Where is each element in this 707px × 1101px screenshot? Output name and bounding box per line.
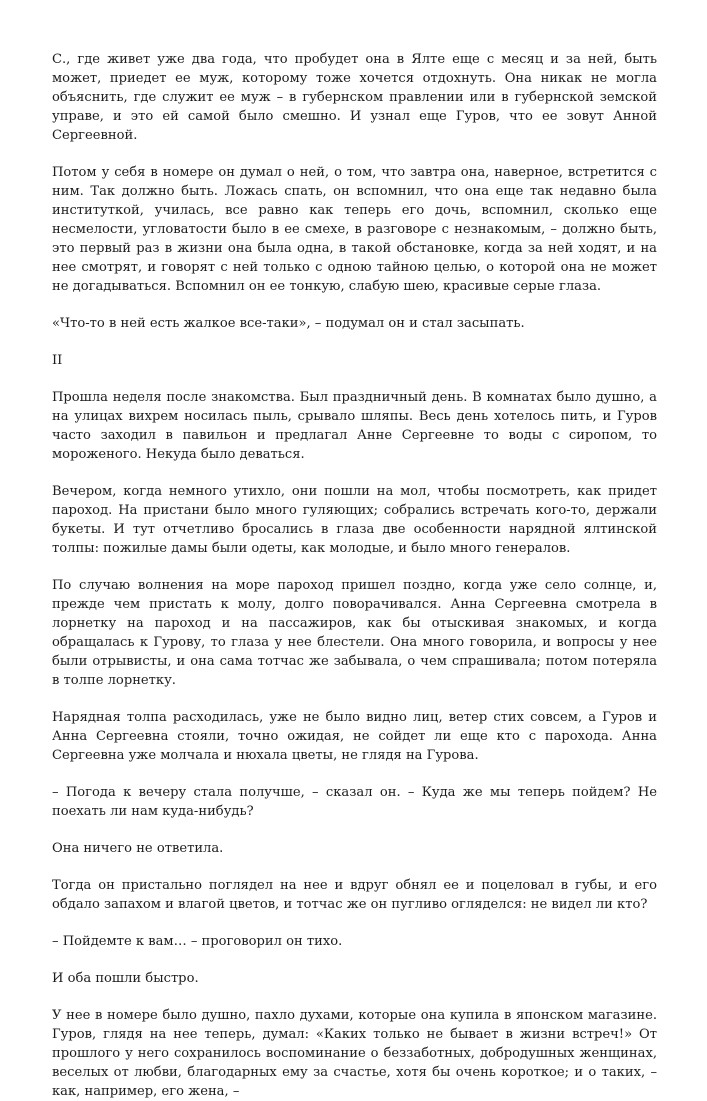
paragraph-10: Тогда он пристально поглядел на нее и вдруг обнял ее и поцеловал в губы, и его обдало запахом и влагой цветов, и тотчас же он пугливо огляделся: не видел ли кто? xyxy=(52,878,657,912)
paragraph-3: «Что-то в ней есть жалкое все-таки», – подумал он и стал засыпать. xyxy=(52,316,525,331)
chapter-heading: II xyxy=(52,353,63,368)
paragraph-5: Вечером, когда немного утихло, они пошли на мол, чтобы посмотреть, как придет пароход. На пристани было много гуляющих; собрались встречать кого-то, держали букеты. И тут отчетливо бросались в глаза две особенности нарядной ялтинской толпы: пожилые дамы были одеты, как молодые, и было много генералов. xyxy=(52,484,657,556)
paragraph-9: Она ничего не ответила. xyxy=(52,841,224,856)
paragraph-13: У нее в номере было душно, пахло духами, которые она купила в японском магазине. Гуров, глядя на нее теперь, думал: «Каких только не бывает в жизни встреч!» От прошлого у него сохранилось воспоминание о беззаботных, добродушных женщинах, веселых от любви, благодарных ему за счастье, хотя бы очень короткое; и о таких, – как, например, его жена, – xyxy=(52,1008,657,1099)
paragraph-12: И оба пошли быстро. xyxy=(52,971,199,986)
paragraph-2: Потом у себя в номере он думал о ней, о том, что завтра она, наверное, встретится с ним. Так должно быть. Ложась спать, он вспомнил, что она еще так недавно была институткой, училась, все равно как теперь его дочь, вспомнил, сколько еще несмелости, угловатости было в ее смехе, в разговоре с незнакомым, – должно быть, это первый раз в жизни она была одна, в такой обстановке, когда за ней ходят, и на нее смотрят, и говорят с ней только с одною тайною целью, о которой она не может не догадываться. Вспомнил он ее тонкую, слабую шею, красивые серые глаза. xyxy=(52,165,657,294)
paragraph-11: – Пойдемте к вам… – проговорил он тихо. xyxy=(52,934,343,949)
paragraph-4: Прошла неделя после знакомства. Был праздничный день. В комнатах было душно, а на улицах вихрем носилась пыль, срывало шляпы. Весь день хотелось пить, и Гуров часто заходил в павильон и предлагал Анне Сергеевне то воды с сиропом, то мороженого. Некуда было деваться. xyxy=(52,390,657,462)
paragraph-8: – Погода к вечеру стала получше, – сказал он. – Куда же мы теперь пойдем? Не поехать ли нам куда-нибудь? xyxy=(52,785,657,819)
paragraph-1: С., где живет уже два года, что пробудет она в Ялте еще с месяц и за ней, быть может, приедет ее муж, которому тоже хочется отдохнуть. Она никак не могла объяснить, где служит ее муж – в губернском правлении или в губернской земской управе, и это ей самой было смешно. И узнал еще Гуров, что ее зовут Анной Сергеевной. xyxy=(52,52,657,143)
paragraph-7: Нарядная толпа расходилась, уже не было видно лиц, ветер стих совсем, а Гуров и Анна Сергеевна стояли, точно ожидая, не сойдет ли еще кто с парохода. Анна Сергеевна уже молчала и нюхала цветы, не глядя на Гурова. xyxy=(52,710,657,763)
paragraph-6: По случаю волнения на море пароход пришел поздно, когда уже село солнце, и, прежде чем пристать к молу, долго поворачивался. Анна Сергеевна смотрела в лорнетку на пароход и на пассажиров, как бы отыскивая знакомых, и когда обращалась к Гурову, то глаза у нее блестели. Она много говорила, и вопросы у нее были отрывисты, и она сама тотчас же забывала, о чем спрашивала; потом потеряла в толпе лорнетку. xyxy=(52,578,657,688)
